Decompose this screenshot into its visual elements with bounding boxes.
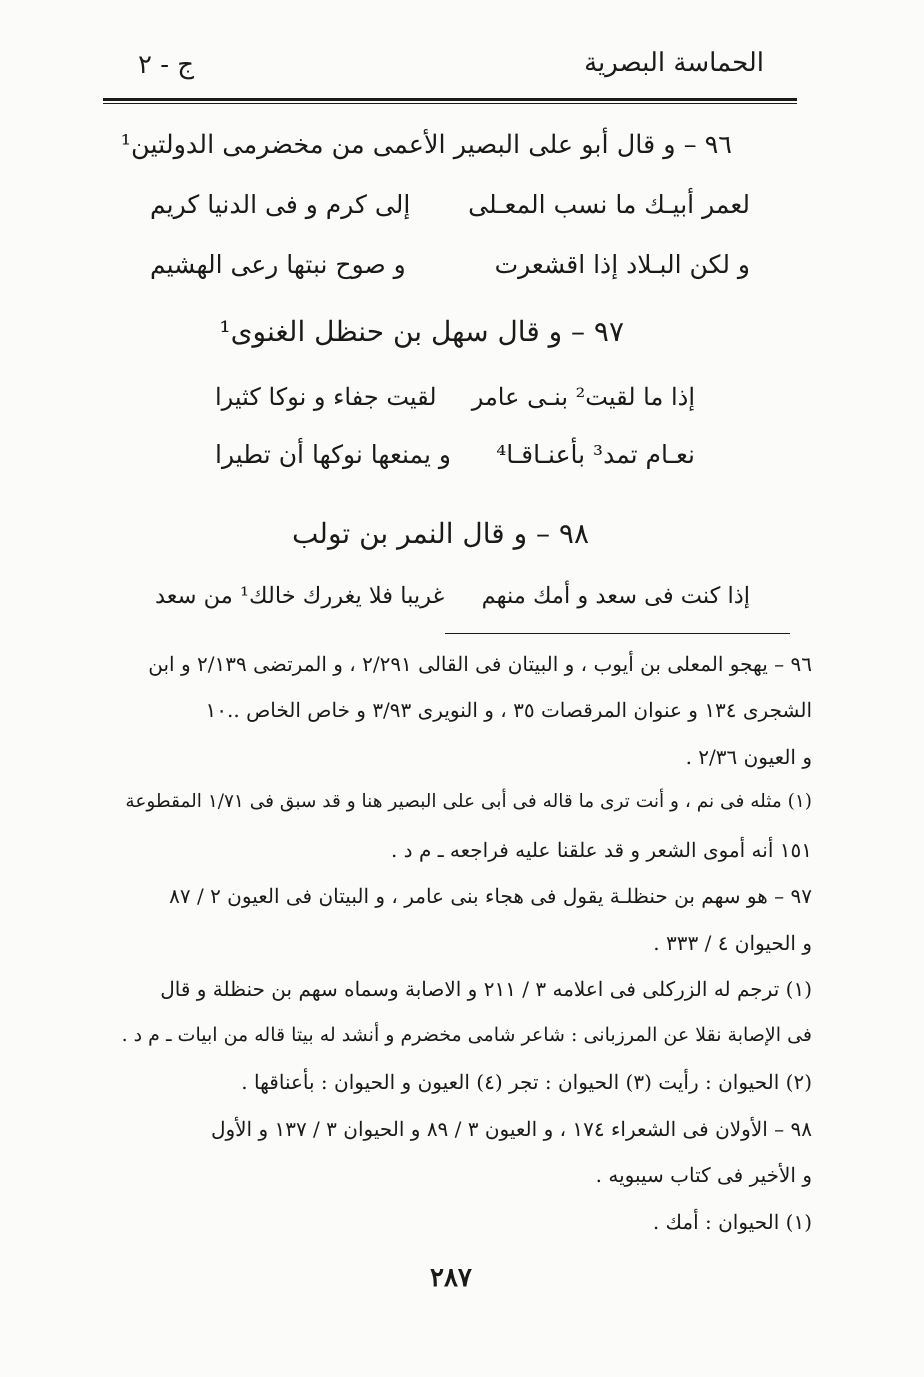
- footnote-line: (١) مثله فى نم ، و أنت ترى ما قاله فى أبى على البصير هنا و قد سبق فى ١/٧١ المقطوعة: [125, 791, 812, 812]
- verse-second-hemistich: و صوح نبتها رعى الهشيم: [150, 250, 406, 279]
- header-rule-thin: [103, 103, 797, 104]
- header-rule: [103, 98, 797, 101]
- footnote-line: و الأخير فى كتاب سيبويه .: [595, 1163, 812, 1187]
- poem-heading-98: ٩٨ – و قال النمر بن تولب: [291, 517, 589, 550]
- verse: [155, 583, 750, 619]
- footnote-line: و الحيوان ٤ / ٣٣٣ .: [653, 931, 812, 955]
- footnote-line: و العيون ٢/٣٦ .: [685, 745, 812, 769]
- verse-first-hemistich: و لكن البـلاد إذا اقشعرت: [494, 250, 750, 279]
- volume-label: ج - ٢: [138, 50, 195, 80]
- footnote-line: ٩٦ – يهجو المعلى بن أيوب ، و البيتان فى القالى ٢/٢٩١ ، و المرتضى ٢/١٣٩ و ابن: [148, 652, 812, 676]
- verse: [215, 440, 695, 476]
- footnote-separator: [445, 633, 790, 634]
- verse-second-hemistich: إلى كرم و فى الدنيا كريم: [150, 190, 411, 219]
- footnote-line: ٩٨ – الأولان فى الشعراء ١٧٤ ، و العيون ٣ / ٨٩ و الحيوان ٣ / ١٣٧ و الأول: [210, 1117, 812, 1141]
- verse-second-hemistich: لقيت جفاء و نوكا كثيرا: [215, 383, 437, 411]
- footnote-line: ٩٧ – هو سهم بن حنظلـة يقول فى هجاء بنى عامر ، و البيتان فى العيون ٢ / ٨٧: [169, 884, 812, 908]
- footnote-line: (٢) الحيوان : رأيت (٣) الحيوان : تجر (٤) العيون و الحيوان : بأعناقها .: [241, 1070, 812, 1094]
- footnote-line: (١) ترجم له الزركلى فى اعلامه ٣ / ٢١١ و الاصابة وسماه سهم بن حنظلة و قال: [160, 977, 812, 1001]
- page-number: ٢٨٧: [430, 1263, 472, 1293]
- running-title: الحماسة البصرية: [584, 48, 764, 78]
- verse-first-hemistich: إذا ما لقيت² بنـى عامر: [471, 383, 695, 411]
- footnote-line: (١) الحيوان : أمك .: [652, 1210, 812, 1234]
- footnote-line: ١٥١ أنه أموى الشعر و قد علقنا عليه فراجعه ـ م د .: [390, 838, 812, 862]
- verse-second-hemistich: غريبا فلا يغررك خالك¹ من سعد: [155, 583, 445, 609]
- verse-first-hemistich: لعمر أبيـك ما نسب المعـلى: [468, 190, 750, 219]
- verse: [215, 383, 695, 419]
- verse-second-hemistich: و يمنعها نوكها أن تطيرا: [215, 440, 451, 469]
- footnote-line: فى الإصابة نقلا عن المرزبانى : شاعر شامى مخضرم و أنشد له بيتا قاله من ابيات ـ م د .: [121, 1024, 812, 1046]
- poem-heading-97: ٩٧ – و قال سهل بن حنظل الغنوى¹: [219, 315, 624, 348]
- poem-heading-96: ٩٦ – و قال أبو على البصير الأعمى من مخضرمى الدولتين¹: [120, 130, 732, 160]
- verse: [150, 190, 750, 226]
- verse-first-hemistich: نعـام تمد³ بأعنـاقـا⁴: [496, 440, 695, 469]
- verse-first-hemistich: إذا كنت فى سعد و أمك منهم: [481, 583, 750, 609]
- verse: [150, 250, 750, 286]
- footnote-line: الشجرى ١٣٤ و عنوان المرقصات ٣٥ ، و النويرى ٣/٩٣ و خاص الخاص ..١٠: [205, 698, 812, 722]
